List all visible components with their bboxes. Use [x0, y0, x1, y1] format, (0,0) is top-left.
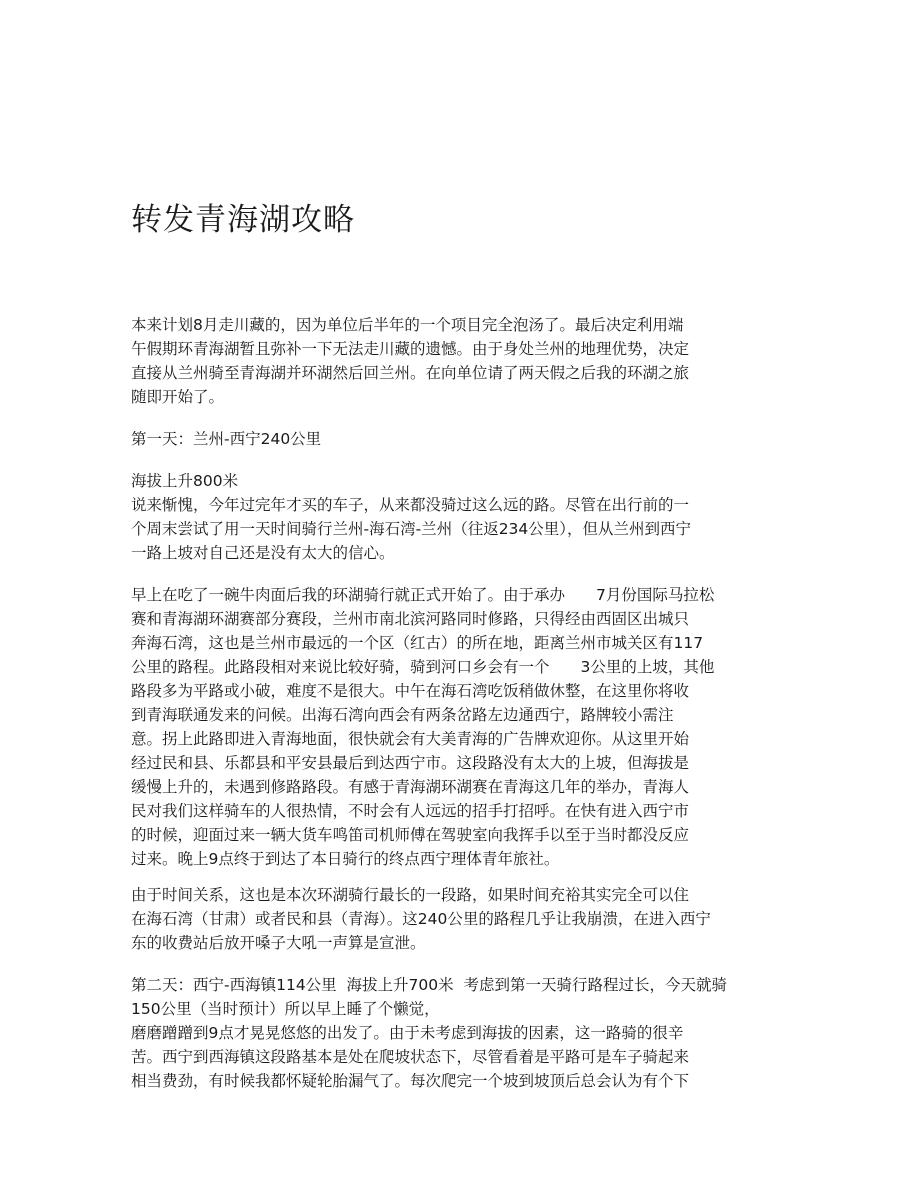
text-line: 相当费劲，有时候我都怀疑轮胎漏气了。每次爬完一个坡到坡顶后总会认为有个下: [131, 1072, 690, 1090]
text-line: 个周末尝试了用一天时间骑行兰州-海石湾-兰州（往返234公里），但从兰州到西宁: [131, 520, 692, 538]
text-line: 早上在吃了一碗牛肉面后我的环湖骑行就正式开始了。由于承办 7月份国际马拉松: [131, 586, 715, 604]
text-line: 苦。西宁到西海镇这段路基本是处在爬坡状态下，尽管看着是平路可是车子骑起来: [131, 1048, 690, 1066]
text-line: 第二天：西宁-西海镇114公里 海拔上升700米 考虑到第一天骑行路程过长，今天就骑: [131, 976, 727, 994]
text-line: 意。拐上此路即进入青海地面，很快就会有大美青海的广告牌欢迎你。从这里开始: [131, 730, 690, 748]
text-line: 民对我们这样骑车的人很热情，不时会有人远远的招手打招呼。在快有进入西宁市: [131, 802, 690, 820]
text-line: 说来惭愧，今年过完年才买的车子，从来都没骑过这么远的路。尽管在出行前的一: [131, 496, 690, 514]
text-line: 由于时间关系，这也是本次环湖骑行最长的一段路，如果时间充裕其实完全可以住: [131, 886, 690, 904]
text-line: 150公里（当时预计）所以早上睡了个懒觉，: [131, 1000, 440, 1018]
text-line: 一路上坡对自己还是没有太大的信心。: [131, 544, 395, 562]
text-line: 在海石湾（甘肃）或者民和县（青海）。这240公里的路程几乎让我崩溃，在进入西宁: [131, 910, 711, 928]
text-line: 海拔上升800米: [131, 472, 239, 490]
text-line: 东的收费站后放开嗓子大吼一声算是宣泄。: [131, 934, 426, 952]
text-line: 本来计划8月走川藏的，因为单位后半年的一个项目完全泡汤了。最后决定利用端: [131, 316, 684, 334]
text-line: 路段多为平路或小破，难度不是很大。中午在海石湾吃饭稍做休整，在这里你将收: [131, 682, 690, 700]
text-line: 直接从兰州骑至青海湖并环湖然后回兰州。在向单位请了两天假之后我的环湖之旅: [131, 364, 690, 382]
text-line: 公里的路程。此路段相对来说比较好骑，骑到河口乡会有一个 3公里的上坡，其他: [131, 658, 715, 676]
text-line: 的时候，迎面过来一辆大货车鸣笛司机师傅在驾驶室向我挥手以至于当时都没反应: [131, 826, 690, 844]
text-line: 缓慢上升的，未遇到修路路段。有感于青海湖环湖赛在青海这几年的举办，青海人: [131, 778, 690, 796]
text-line: 奔海石湾，这也是兰州市最远的一个区（红古）的所在地，距离兰州市城关区有117: [131, 634, 704, 652]
text-line: 第一天：兰州-西宁240公里: [131, 430, 322, 448]
text-line: 赛和青海湖环湖赛部分赛段，兰州市南北滨河路同时修路，只得经由西固区出城只: [131, 610, 690, 628]
text-line: 到青海联通发来的问候。出海石湾向西会有两条岔路左边通西宁，路牌较小需注: [131, 706, 674, 724]
text-line: 磨磨蹭蹭到9点才晃晃悠悠的出发了。由于未考虑到海拔的因素，这一路骑的很辛: [131, 1024, 684, 1042]
text-line: 过来。晚上9点终于到达了本日骑行的终点西宁理体青年旅社。: [131, 850, 560, 868]
text-line: 午假期环青海湖暂且弥补一下无法走川藏的遗憾。由于身处兰州的地理优势，决定: [131, 340, 690, 358]
text-line: 随即开始了。: [131, 388, 225, 406]
document-title: 转发青海湖攻略: [131, 202, 355, 238]
text-line: 经过民和县、乐都县和平安县最后到达西宁市。这段路没有太大的上坡，但海拔是: [131, 754, 690, 772]
